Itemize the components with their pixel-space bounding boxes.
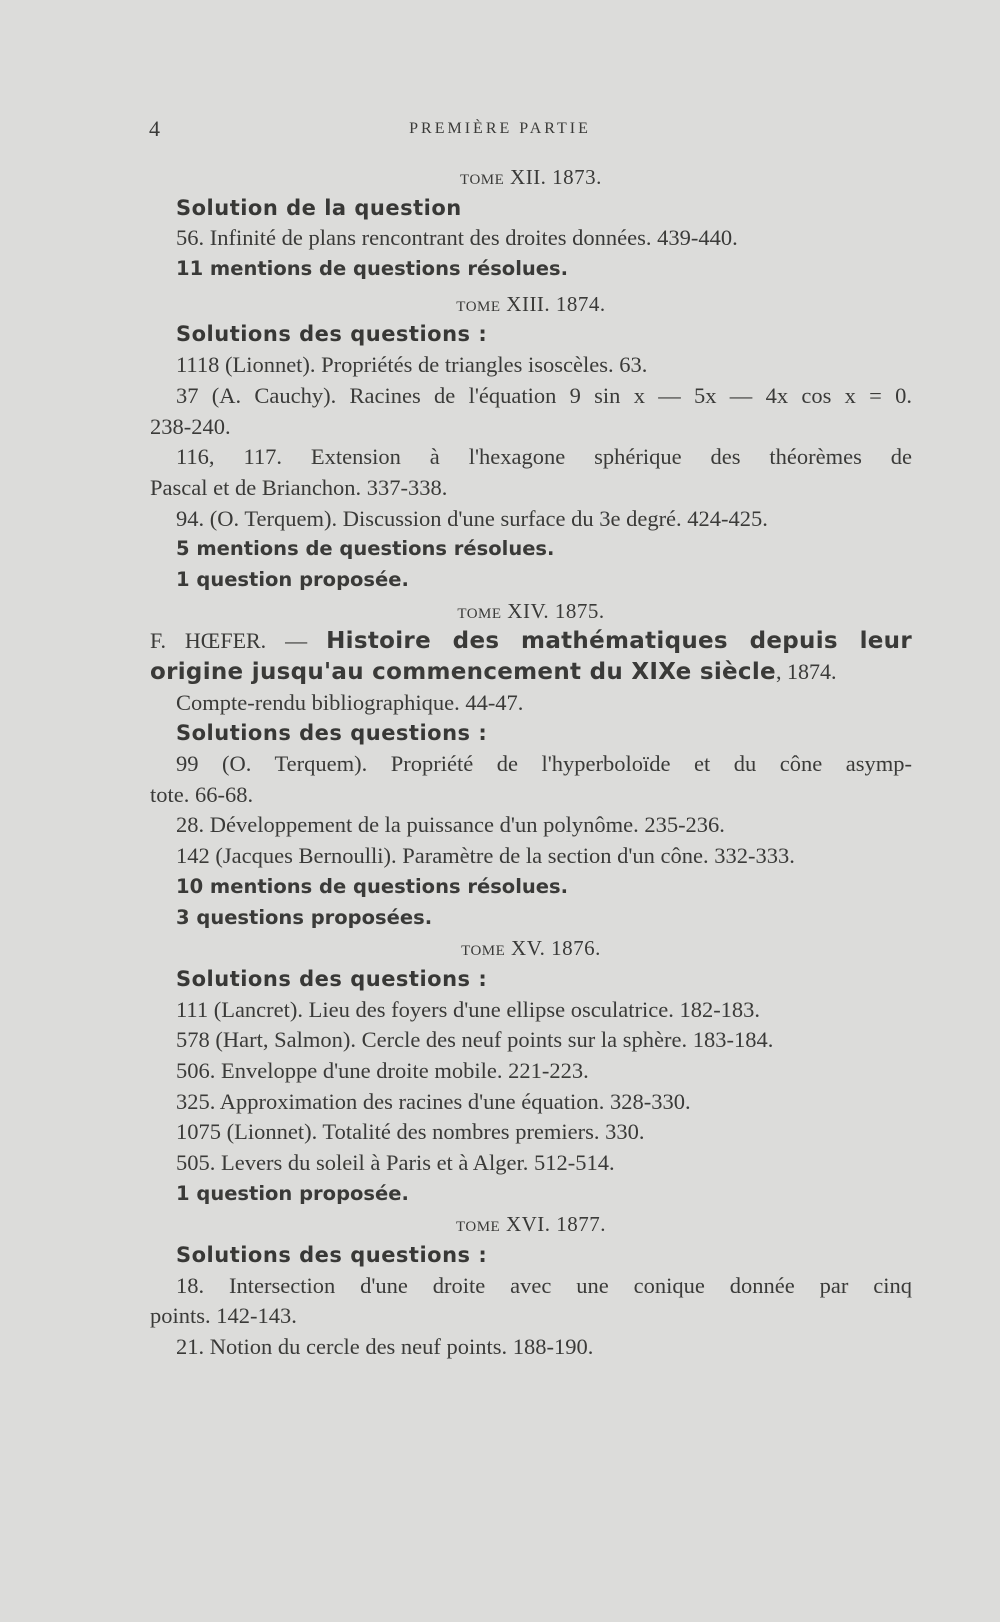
question-entry-continuation: Pascal et de Brianchon. 337-338. xyxy=(150,474,448,500)
page-content xyxy=(150,162,912,1363)
question-entry-continuation: 238-240. xyxy=(150,413,231,439)
question-entry: 56. Infinité de plans rencontrant des droites données. 439-440. xyxy=(176,225,738,251)
section-heading: Solutions des questions : xyxy=(176,966,488,991)
question-entry: 94. (O. Terquem). Discussion d'une surface du 3e degré. 424-425. xyxy=(176,505,768,531)
running-head xyxy=(0,116,1000,146)
summary-note: 1 question proposée. xyxy=(176,1181,409,1205)
summary-note: 11 mentions de questions résolues. xyxy=(176,257,569,281)
question-entry: 578 (Hart, Salmon). Cercle des neuf points sur la sphère. 183-184. xyxy=(176,1027,774,1053)
question-entry: 37 (A. Cauchy). Racines de l'équation 9 sin x — 5x — 4x cos x = 0. xyxy=(176,382,912,408)
question-entry: 18. Intersection d'une droite avec une conique donnée par cinq xyxy=(176,1272,912,1298)
question-entry: 99 (O. Terquem). Propriété de l'hyperboloïde et du cône asymp- xyxy=(176,751,912,777)
article-year: , 1874. xyxy=(775,659,837,684)
question-entry: 505. Levers du soleil à Paris et à Alger. 512-514. xyxy=(176,1150,615,1175)
summary-note: 3 questions proposées. xyxy=(176,905,433,929)
page-number: 4 xyxy=(149,116,160,141)
tome-word: TOME xyxy=(461,943,506,960)
section-heading: Solutions des questions : xyxy=(176,721,488,746)
tome-word: TOME xyxy=(455,1219,501,1236)
question-entry: 506. Enveloppe d'une droite mobile. 221-223. xyxy=(176,1057,589,1083)
tome-heading xyxy=(150,933,912,964)
tome-word: TOME xyxy=(456,298,501,315)
question-entry: 116, 117. Extension à l'hexagone sphérique des théorèmes de xyxy=(176,444,912,470)
section-heading: Solutions des questions : xyxy=(176,1243,488,1268)
question-entry: 325. Approximation des racines d'une équation. 328-330. xyxy=(176,1088,691,1114)
article-review: Compte-rendu bibliographique. 44-47. xyxy=(176,689,524,715)
tome-number: XII. 1873. xyxy=(510,165,602,189)
tome-number: XV. 1876. xyxy=(511,936,601,961)
summary-note: 1 question proposée. xyxy=(176,567,409,591)
article-author: F. HŒFER. — xyxy=(150,628,308,654)
question-entry: 142 (Jacques Bernoulli). Paramètre de la section d'un cône. 332-333. xyxy=(176,843,795,869)
question-entry: 1118 (Lionnet). Propriétés de triangles isoscèles. 63. xyxy=(176,352,648,378)
question-entry: 28. Développement de la puissance d'un polynôme. 235-236. xyxy=(176,812,725,838)
tome-word: TOME xyxy=(460,172,505,188)
question-entry-continuation: tote. 66-68. xyxy=(150,781,254,807)
article-title-line xyxy=(150,626,912,657)
tome-number: XIV. 1875. xyxy=(507,598,605,623)
question-entry-continuation: points. 142-143. xyxy=(150,1303,297,1329)
section-heading: Solutions des questions : xyxy=(176,322,488,347)
tome-number: XIII. 1874. xyxy=(506,291,606,316)
summary-note: 5 mentions de questions résolues. xyxy=(176,537,555,561)
summary-note: 10 mentions de questions résolues. xyxy=(176,874,569,898)
article-title: Histoire des mathématiques depuis leur xyxy=(326,628,912,655)
article-title-continued: origine jusqu'au commencement du XIXe siècle xyxy=(150,659,776,685)
question-entry: 1075 (Lionnet). Totalité des nombres premiers. 330. xyxy=(176,1119,645,1145)
section-heading: Solution de la question xyxy=(176,195,462,220)
tome-heading xyxy=(150,162,912,193)
tome-word: TOME xyxy=(457,605,502,622)
running-title: PREMIÈRE PARTIE xyxy=(409,120,591,137)
tome-number: XVI. 1877. xyxy=(505,1212,607,1237)
tome-heading xyxy=(150,289,912,320)
tome-heading xyxy=(150,596,912,627)
tome-heading xyxy=(150,1209,912,1240)
question-entry: 21. Notion du cercle des neuf points. 188-190. xyxy=(176,1334,594,1360)
question-entry: 111 (Lancret). Lieu des foyers d'une ellipse osculatrice. 182-183. xyxy=(176,996,761,1022)
article-title-line xyxy=(150,657,912,688)
